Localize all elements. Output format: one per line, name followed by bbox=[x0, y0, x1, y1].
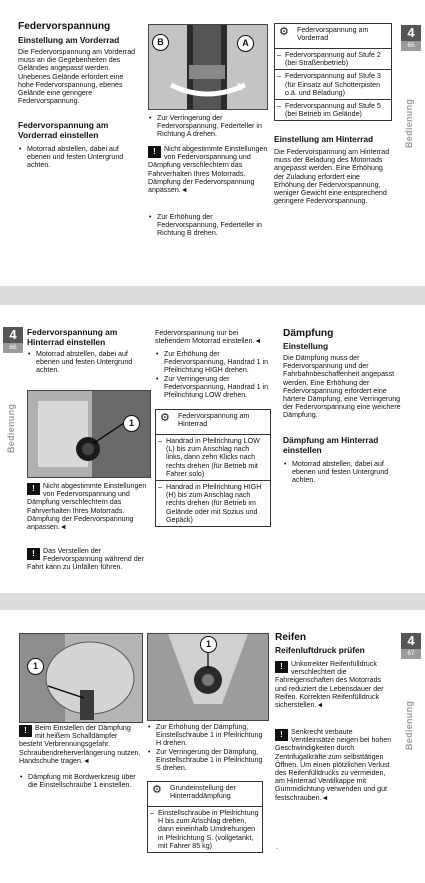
manual-page-65 bbox=[0, 0, 425, 286]
section-heading: Federvorspannung am Vorderrad einstellen bbox=[18, 120, 109, 140]
tires-title: Reifen bbox=[275, 632, 307, 643]
table-row: – Federvorspannung auf Stufe 5 (bei Betrieb im Gelände) bbox=[275, 99, 391, 120]
table-row: – Einstellschraube in Pfeilrichtung H bis zum Anschlag drehen, dann eineinhalb Umdrehungen in Pfeilrichtung S. (vollgetankt, mit Fahrer 85 kg) bbox=[148, 807, 262, 852]
list-item: • Motorrad abstellen, dabei auf ebenen und festen Untergrund achten. bbox=[27, 350, 147, 375]
table-row: – Federvorspannung auf Stufe 2 (bei Straßenbetrieb) bbox=[275, 49, 391, 69]
warning-note: ! Nicht abgestimmte Einstellungen von Federvorspannung und Dämpfung verschlechtern das Fahrverhalten Ihres Motorrads. Dämpfung der Federvorspannung anpassen.◄ bbox=[27, 482, 147, 532]
warning-icon: ! bbox=[275, 729, 288, 741]
chapter-tab bbox=[401, 25, 421, 51]
list-item: • Motorrad abstellen, dabei auf ebenen und festen Untergrund achten. bbox=[283, 460, 401, 485]
list-item: • Zur Verringerung der Dämpfung, Einstellschraube 1 in Pfeilrichtung S drehen. bbox=[147, 748, 267, 773]
step-list bbox=[148, 114, 268, 139]
damping-title: Dämpfung bbox=[283, 328, 334, 339]
list-item: • Motorrad abstellen, dabei auf ebenen und festen Untergrund achten. bbox=[18, 145, 138, 170]
section-heading: Federvorspannung am Hinterrad einstellen bbox=[27, 327, 118, 347]
warning-note: ! Unkorrekter Reifenfülldruck verschlechtert die Fahreigenschaften des Motorrads und reduziert die Lebensdauer der Reifen. Korrekten Reifenfülldruck sicherstellen.◄ bbox=[275, 660, 384, 710]
table-header: ⚙ Grundeinstellung der Hinterraddämpfung bbox=[148, 782, 262, 807]
shock-illustration bbox=[28, 391, 150, 477]
setting-table bbox=[274, 23, 392, 121]
callout-1: 1 bbox=[27, 658, 44, 675]
list-item: • Zur Erhöhung der Federvorspannung, Federteller in Richtung B drehen. bbox=[148, 213, 268, 238]
table-header: ⚙ Federvorspannung am Hinterrad bbox=[156, 410, 270, 435]
side-label: Bedienung bbox=[404, 700, 414, 750]
page-number: 65 bbox=[401, 41, 421, 51]
callout-1: 1 bbox=[123, 415, 140, 432]
chapter-number: 4 bbox=[401, 25, 421, 41]
warning-icon: ! bbox=[27, 548, 40, 560]
list-item: • Zur Verringerung der Federvorspannung, Handrad 1 in Pfeilrichtung LOW drehen. bbox=[155, 375, 273, 400]
warning-note: ! Nicht abgestimmte Einstellungen von Federvorspannung und Dämpfung verschlechtern das Fahrverhalten Ihres Motorrads. Dämpfung der Federvorspannung anpassen.◄ bbox=[148, 145, 268, 195]
section-subtitle: Einstellung am Vorderrad bbox=[18, 35, 120, 45]
muffler-illustration bbox=[20, 634, 142, 722]
setting-table bbox=[155, 409, 271, 527]
footer-mark: . bbox=[276, 843, 278, 851]
step-list bbox=[27, 350, 147, 375]
warning-note: ! Beim Einstellen der Dämpfung mit heißem Schalldämpfer besteht Verbrennungsgefahr. Schraubendreherverlängerung nutzen, Handschuhe tragen.◄ bbox=[19, 724, 141, 765]
chapter-tab bbox=[401, 633, 421, 659]
intro-text: Die Federvorspannung am Vorderrad muss an die Gegebenheiten des Geländes angepasst werden. Unebenes Gelände erfordert eine hohe Federvorspannung, ebenes Gelände eine geringere Federvorspannung. bbox=[18, 48, 136, 106]
warning-icon: ! bbox=[27, 483, 40, 495]
rear-text: Die Federvorspannung am Hinterrad muss der Beladung des Motorrads angepasst werden. Eine Erhöhung der Zuladung erfordert eine Erhöhung der Federvorspannung, weniger Gewicht eine entsprechend geringere Federvorspannung. bbox=[274, 148, 390, 206]
list-item: • Zur Erhöhung der Dämpfung, Einstellschraube 1 in Pfeilrichtung H drehen. bbox=[147, 723, 267, 748]
wrench-icon: ⚙ bbox=[160, 412, 170, 424]
page-title: Federvorspannung bbox=[18, 21, 111, 32]
side-label: Bedienung bbox=[404, 98, 414, 148]
step-list bbox=[147, 723, 267, 772]
rear-heading: Einstellung am Hinterrad bbox=[274, 134, 374, 144]
damping-subtitle: Einstellung bbox=[283, 341, 329, 351]
damping-rear-heading: Dämpfung am Hinterrad einstellen bbox=[283, 435, 379, 455]
intro-text: Federvorspannung nur bei stehendem Motorrad einstellen.◄ bbox=[155, 329, 262, 346]
label-b: B bbox=[152, 34, 169, 51]
warning-icon: ! bbox=[19, 725, 32, 737]
label-a: A bbox=[237, 35, 254, 52]
table-header: ⚙ Federvorspannung am Vorderrad bbox=[275, 24, 391, 49]
manual-page-66 bbox=[0, 305, 425, 593]
table-row: – Handrad in Pfeilrichtung HIGH (H) bis zum Anschlag nach rechts drehen (für Betrieb im Gelände oder mit Sozius und Gepäck) bbox=[156, 480, 270, 526]
step-list bbox=[148, 213, 268, 238]
table-row: – Handrad in Pfeilrichtung LOW (L) bis zum Anschlag nach links, dann zehn Klicks nach rechts drehen (für Betrieb mit Fahrer solo) bbox=[156, 435, 270, 480]
warning-icon: ! bbox=[275, 661, 288, 673]
setting-table bbox=[147, 781, 263, 853]
muffler-photo bbox=[19, 633, 143, 723]
page-number: 67 bbox=[401, 649, 421, 659]
rear-shock-photo bbox=[27, 390, 151, 478]
page-number: 66 bbox=[3, 343, 23, 353]
list-item: • Dämpfung mit Bordwerkzeug über die Einstellschraube 1 einstellen. bbox=[19, 773, 139, 789]
step-list bbox=[18, 145, 138, 170]
warning-note: ! Senkrecht verbaute Ventileinsätze neigen bei hohen Geschwindigkeiten durch Zentrifugalkräfte zum selbsttätigen Öffnen. Um einen plötzlichen Verlust des Reifenfülldrucks zu vermeiden, am Hinterrad Ventilkappe mit Gummidichtung verwenden und gut festschrauben.◄ bbox=[275, 728, 392, 802]
tires-subtitle: Reifenluftdruck prüfen bbox=[275, 645, 365, 655]
warning-note: ! Das Verstellen der Federvorspannung während der Fahrt kann zu Unfällen führen. bbox=[27, 547, 144, 572]
warning-icon: ! bbox=[148, 146, 161, 158]
step-list bbox=[19, 773, 139, 789]
list-item: • Zur Erhöhung der Federvorspannung, Handrad 1 in Pfeilrichtung HIGH drehen. bbox=[155, 350, 273, 375]
wrench-icon: ⚙ bbox=[152, 784, 162, 796]
callout-1: 1 bbox=[200, 636, 217, 653]
front-fork-photo bbox=[148, 24, 268, 110]
chapter-number: 4 bbox=[3, 327, 23, 343]
chapter-number: 4 bbox=[401, 633, 421, 649]
damping-text: Die Dämpfung muss der Federvorspannung und der Fahrbahnbeschaffenheit angepasst werden. Eine Erhöhung der Federvorspannung erfordert eine härtere Dämpfung, eine Verringerung der Federvorspannung eine weichere Dämpfung. bbox=[283, 354, 401, 420]
chapter-tab bbox=[3, 327, 23, 353]
manual-page-67 bbox=[0, 610, 425, 883]
list-item: • Zur Verringerung der Federvorspannung, Federteller in Richtung A drehen. bbox=[148, 114, 268, 139]
adjuster-screw-photo bbox=[147, 633, 269, 721]
table-row: – Federvorspannung auf Stufe 3 (für Einsatz auf Schotterpisten o.ä. und Beladung) bbox=[275, 69, 391, 99]
step-list bbox=[283, 460, 401, 485]
wrench-icon: ⚙ bbox=[279, 26, 289, 38]
step-list bbox=[155, 350, 273, 399]
side-label: Bedienung bbox=[6, 403, 16, 453]
